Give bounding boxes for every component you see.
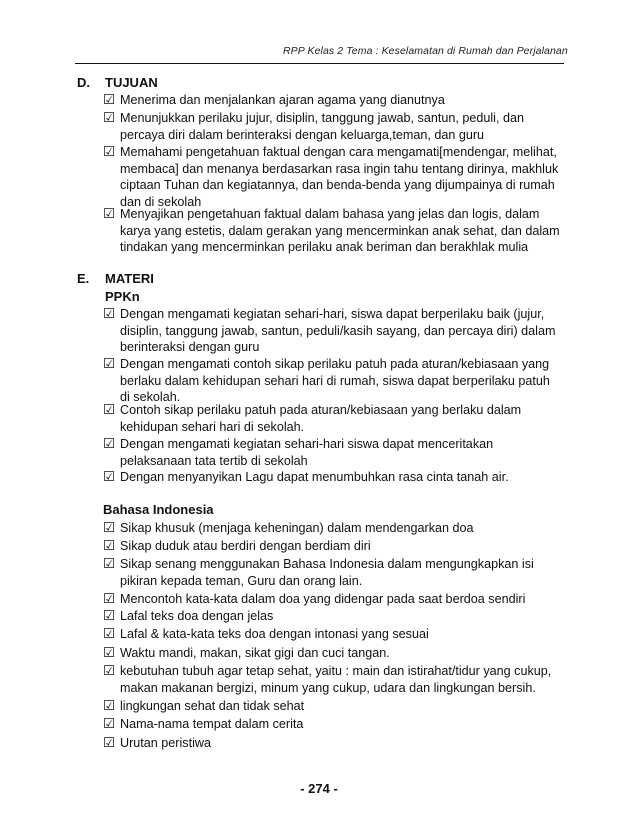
bahasa-indonesia-item-text (120, 645, 565, 662)
text-line: Nama-nama tempat dalam cerita (120, 717, 304, 731)
checkbox-icon: ☑ (103, 735, 116, 750)
bahasa-indonesia-item-text (120, 556, 565, 589)
bahasa-indonesia-item-text (120, 538, 565, 555)
text-line: disiplin, tanggung jawab, santun, peduli/kasih sayang, dan percaya diri) dalam (120, 323, 556, 338)
ppkn-item-text (120, 436, 565, 469)
ppkn-item-text (120, 356, 565, 406)
checkbox-icon: ☑ (103, 520, 116, 535)
tujuan-item-text (120, 206, 565, 256)
text-line: Lafal & kata-kata teks doa dengan intonasi yang sesuai (120, 627, 429, 641)
checkbox-icon: ☑ (103, 626, 116, 641)
text-line: Menerima dan menjalankan ajaran agama yang dianutnya (120, 93, 445, 107)
text-line: pikiran kepada teman, Guru dan orang lain. (120, 573, 363, 588)
bahasa-indonesia-item-text (120, 663, 565, 696)
text-line: Mencontoh kata-kata dalam doa yang didengar pada saat berdoa sendiri (120, 592, 526, 606)
section-e-title: MATERI (105, 271, 154, 286)
checkbox-icon: ☑ (103, 206, 116, 221)
text-line: Sikap khusuk (menjaga keheningan) dalam mendengarkan doa (120, 521, 474, 535)
text-line: Lafal teks doa dengan jelas (120, 609, 274, 623)
ppkn-item-text (120, 306, 565, 356)
ppkn-item-text (120, 402, 565, 435)
tujuan-item-text (120, 144, 565, 210)
checkbox-icon: ☑ (103, 663, 116, 678)
checkbox-icon: ☑ (103, 645, 116, 660)
checkbox-icon: ☑ (103, 538, 116, 553)
text-line: Dengan mengamati kegiatan sehari-hari siswa dapat menceritakan (120, 437, 494, 451)
text-line: kebutuhan tubuh agar tetap sehat, yaitu : main dan istirahat/tidur yang cukup, (120, 664, 552, 678)
text-line: Contoh sikap perilaku patuh pada aturan/kebiasaan yang berlaku dalam (120, 403, 522, 417)
checkbox-icon: ☑ (103, 608, 116, 623)
bahasa-indonesia-item-text (120, 520, 565, 537)
text-line: Urutan peristiwa (120, 736, 211, 750)
text-line: Sikap duduk atau berdiri dengan berdiam diri (120, 539, 371, 553)
text-line: berlaku dalam kehidupan sehari hari di rumah, siswa dapat berperilaku patuh (120, 373, 550, 388)
text-line: membaca] dan menanya berdasarkan rasa ingin tahu tentang dirinya, makhluk (120, 161, 559, 176)
checkbox-icon: ☑ (103, 356, 116, 371)
bahasa-indonesia-heading: Bahasa Indonesia (103, 502, 214, 517)
bahasa-indonesia-item-text (120, 591, 565, 608)
checkbox-icon: ☑ (103, 402, 116, 417)
text-line: di sekolah. (120, 390, 181, 404)
bahasa-indonesia-item-text (120, 626, 565, 643)
text-line: Menyajikan pengetahuan faktual dalam bahasa yang jelas dan logis, dalam (120, 207, 540, 221)
tujuan-item-text (120, 92, 565, 109)
tujuan-item-text (120, 110, 565, 143)
checkbox-icon: ☑ (103, 436, 116, 451)
checkbox-icon: ☑ (103, 469, 116, 484)
checkbox-icon: ☑ (103, 698, 116, 713)
section-e-label: E. (77, 271, 90, 286)
text-line: Sikap senang menggunakan Bahasa Indonesia dalam mengungkapkan isi (120, 557, 534, 571)
text-line: percaya diri dalam berinteraksi dengan keluarga,teman, dan guru (120, 127, 485, 142)
bahasa-indonesia-item-text (120, 735, 565, 752)
text-line: Menunjukkan perilaku jujur, disiplin, tanggung jawab, santun, peduli, dan (120, 111, 524, 125)
bahasa-indonesia-item-text (120, 716, 565, 733)
text-line: berinteraksi dengan guru (120, 340, 260, 354)
checkbox-icon: ☑ (103, 556, 116, 571)
text-line: Memahami pengetahuan faktual dengan cara mengamati[mendengar, melihat, (120, 145, 557, 159)
text-line: kehidupan sehari hari di sekolah. (120, 419, 305, 434)
bahasa-indonesia-item-text (120, 608, 565, 625)
text-line: lingkungan sehat dan tidak sehat (120, 699, 305, 713)
text-line: Dengan mengamati kegiatan sehari-hari, siswa dapat berperilaku baik (jujur, (120, 307, 545, 321)
bahasa-indonesia-item-text (120, 698, 565, 715)
header-rule (75, 63, 564, 64)
text-line: Dengan mengamati contoh sikap perilaku patuh pada aturan/kebiasaan yang (120, 357, 550, 371)
text-line: makan makanan bergizi, minum yang cukup, udara dan lingkungan bersih. (120, 680, 536, 695)
checkbox-icon: ☑ (103, 92, 116, 107)
text-line: ciptaan Tuhan dan kegiatannya, dan benda-benda yang dijumpainya di rumah (120, 178, 555, 192)
text-line: Dengan menyanyikan Lagu dapat menumbuhkan rasa cinta tanah air. (120, 470, 509, 484)
checkbox-icon: ☑ (103, 306, 116, 321)
section-d-label: D. (77, 75, 90, 90)
text-line: dan di sekolah (120, 194, 202, 209)
page-number: - 274 - (300, 781, 338, 796)
checkbox-icon: ☑ (103, 591, 116, 606)
checkbox-icon: ☑ (103, 144, 116, 159)
text-line: tindakan yang mencerminkan perilaku anak beriman dan berakhlak mulia (120, 240, 529, 254)
text-line: karya yang estetis, dalam gerakan yang mencerminkan anak sehat, dan dalam (120, 223, 560, 238)
ppkn-item-text (120, 469, 565, 486)
ppkn-heading: PPKn (105, 289, 140, 304)
checkbox-icon: ☑ (103, 716, 116, 731)
text-line: pelaksanaan tata tertib di sekolah (120, 453, 308, 468)
checkbox-icon: ☑ (103, 110, 116, 125)
section-d-title: TUJUAN (105, 75, 158, 90)
running-header: RPP Kelas 2 Tema : Keselamatan di Rumah dan Perjalanan (283, 45, 568, 57)
text-line: Waktu mandi, makan, sikat gigi dan cuci tangan. (120, 646, 390, 660)
